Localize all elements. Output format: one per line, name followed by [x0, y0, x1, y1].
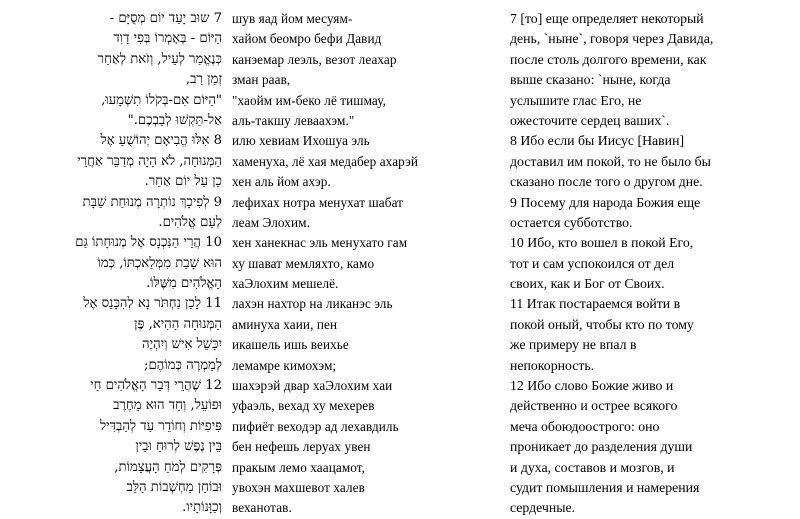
transliteration-text-line: уфаэль, вехад ху мехерев	[232, 398, 375, 414]
hebrew-text-line: כְּנֶאֱמַר לְעֵיל, וְזֹאת לְאַחַר	[97, 51, 222, 67]
russian-text-line: же примеру не впал в	[510, 337, 637, 353]
transliteration-text-line: хен аль йом ахэр.	[232, 174, 331, 190]
transliteration-text-line: веханотав.	[232, 500, 292, 516]
transliteration-text-line: хен ханекнас эль менухато гам	[232, 235, 408, 251]
russian-text-line: остается субботство.	[510, 214, 633, 230]
russian-text-line: сердечные.	[510, 500, 576, 516]
hebrew-text-line: הוּא שָׁבַת מִמְּלַאכְתּוֹ, כְּמוֹ	[97, 255, 222, 271]
transliteration-text-line: икашель ишь веихье	[232, 337, 349, 353]
russian-text-line: 8 Ибо если бы Иисус [Навин]	[510, 133, 685, 149]
hebrew-text-line: לְמַמְרֶה כְּמוֹהֶם;	[144, 357, 222, 373]
russian-text-line: доставил им покой, то не было бы	[510, 153, 711, 169]
russian-text-line: непокорность.	[510, 357, 595, 373]
transliteration-text-line: лемамре кимохэм;	[232, 357, 337, 373]
hebrew-text-line: 8 אִלּוּ הֱבִיאָם יְהוֹשֻׁעַ אֶל	[100, 133, 222, 149]
hebrew-text-line: 11 לָכֵן נַחְתֹּר נָא לְהִכָּנֵס אֶל	[83, 296, 222, 312]
transliteration-text-line: пракым лемо хаацамот,	[232, 459, 366, 475]
russian-text-line: тот и сам успокоился от дел	[510, 255, 675, 271]
transliteration-text-line: лефихах нотра менухат шабат	[232, 194, 404, 210]
transliteration-text-line: увохэн махшевот халев	[232, 479, 365, 495]
transliteration-text-line: аль-такшу леваахэм."	[232, 112, 355, 128]
russian-text-line: день, `ныне`, говоря через Давида,	[510, 31, 714, 47]
russian-text-line: ожесточите сердец ваших`.	[510, 112, 670, 128]
hebrew-text-line: פְּרָקִים לְמֹחַ הָעֲצָמוֹת,	[114, 459, 222, 475]
russian-text-line: выше сказано: `ныне, когда	[510, 72, 671, 88]
transliteration-text-line: канэемар леэль, везот леахар	[232, 51, 397, 67]
transliteration-text-line: хаЭлохим мешелё.	[232, 276, 339, 292]
hebrew-text-line: בֵּין נֶפֶשׁ לְרוּחַ וּבֵין	[135, 439, 222, 455]
hebrew-text-line: לְעַם אֱלֹהִים.	[158, 214, 222, 230]
russian-text-line: меча обоюдоострого: оно	[510, 418, 660, 434]
transliteration-text-line: шув яад йом месуям-	[232, 11, 353, 26]
russian-text-line: судит помышления и намерения	[510, 479, 700, 495]
hebrew-text-line: וּפוֹעֵל, וְחַד הוּא מֵחֶרֶב	[113, 398, 222, 414]
hebrew-column	[8, 9, 222, 519]
transliteration-text-line: "хаойм им-беко лё тишмау,	[232, 92, 386, 108]
hebrew-text-line: הַמְּנוּחָה הַהִיא, פֶּן	[134, 316, 222, 332]
transliteration-text-line: аминуха хаии, пен	[232, 316, 338, 332]
transliteration-column	[232, 9, 492, 519]
transliteration-text-line: бен нефешь леруах увен	[232, 439, 371, 455]
russian-column	[510, 9, 796, 519]
hebrew-text-line: וּבוֹחֵן מַחְשְׁבוֹת הַלֵּב	[126, 479, 222, 495]
russian-text-line: действенно и острее всякого	[510, 398, 678, 414]
hebrew-text-line: כֵן עַל יוֹם אַחֵר.	[144, 174, 222, 190]
hebrew-text-line: 7 שוּב יָעַד יוֹם מְסֻיָּם -	[109, 11, 222, 26]
hebrew-text-line: זְמַן רַב,	[185, 72, 222, 88]
hebrew-text-line: יִכָּשֵׁל אִישׁ וְיִהְיֶה	[142, 337, 222, 353]
russian-text-line: проникает до разделения души	[510, 439, 693, 455]
hebrew-text-line: הַיּוֹם - בְּאָמְרוֹ בְּפִי דָוִד	[113, 31, 222, 47]
russian-text-line: своих, как и Бог от Своих.	[510, 276, 665, 292]
hebrew-text-line: 10 הֲרֵי הַנִּכְנָס אֶל מְנוּחָתוֹ גַּם	[75, 235, 222, 251]
russian-text-line: 12 Ибо слово Божие живо и	[510, 378, 674, 394]
transliteration-text-line: илю хевиам Ихошуа эль	[232, 133, 370, 149]
transliteration-text-line: зман раав,	[232, 72, 291, 88]
transliteration-text-line: леам Элохим.	[232, 214, 310, 230]
russian-text-line: и духа, составов и мозгов, и	[510, 459, 675, 475]
transliteration-text-line: ху шават мемляхто, камо	[232, 255, 375, 271]
hebrew-text-line: 12 שֶׁהֲרֵי דְּבַר הָאֱלֹהִים חַי	[90, 378, 222, 394]
russian-text-line: сказано после того о другом дне.	[510, 174, 703, 190]
transliteration-text-line: хайом беомро бефи Давид	[232, 31, 382, 47]
russian-text-line: 11 Итак постараемся войти в	[510, 296, 681, 312]
russian-text-line: после столь долгого времени, как	[510, 51, 707, 67]
russian-text-line: 9 Посему для народа Божия еще	[510, 194, 701, 210]
transliteration-text-line: хаменуха, лё хая медабер ахарэй	[232, 153, 419, 169]
hebrew-text-line: "הַיּוֹם אִם-בְּקֹלוֹ תִשְׁמָעוּ,	[101, 92, 222, 108]
russian-text-line: покой оный, чтобы кто по тому	[510, 316, 694, 332]
russian-text-line: услышите глас Его, не	[510, 92, 642, 108]
hebrew-text-line: פִּיפִיּוֹת וְחוֹדֵר עַד לְהַבְדִּיל	[100, 418, 222, 434]
hebrew-text-line: 9 לְפִיכָךְ נוֹתְרָה מְנוּחַת שַׁבָּת	[82, 194, 222, 210]
transliteration-text-line: лахэн нахтор на ликанэс эль	[232, 296, 393, 312]
transliteration-text-line: шахэрэй двар хаЭлохим хаи	[232, 378, 393, 394]
hebrew-text-line: וְכַוָּנוֹתָיו.	[182, 500, 222, 516]
hebrew-text-line: אַל-תַּקְשׁוּ לְבַבְכֶם."	[127, 112, 222, 128]
transliteration-text-line: пифиёт веходэр ад лехавдиль	[232, 418, 399, 434]
russian-text-line: 10 Ибо, кто вошел в покой Его,	[510, 235, 694, 251]
hebrew-text-line: הָאֱלֹהִים מִשֶּׁלּוֹ.	[145, 276, 222, 292]
russian-text-line: 7 [то] еще определяет некоторый	[510, 11, 704, 26]
hebrew-text-line: הַמְּנוּחָה, לֹא הָיָה מְדַבֵּר אַחֲרֵי	[77, 153, 222, 169]
